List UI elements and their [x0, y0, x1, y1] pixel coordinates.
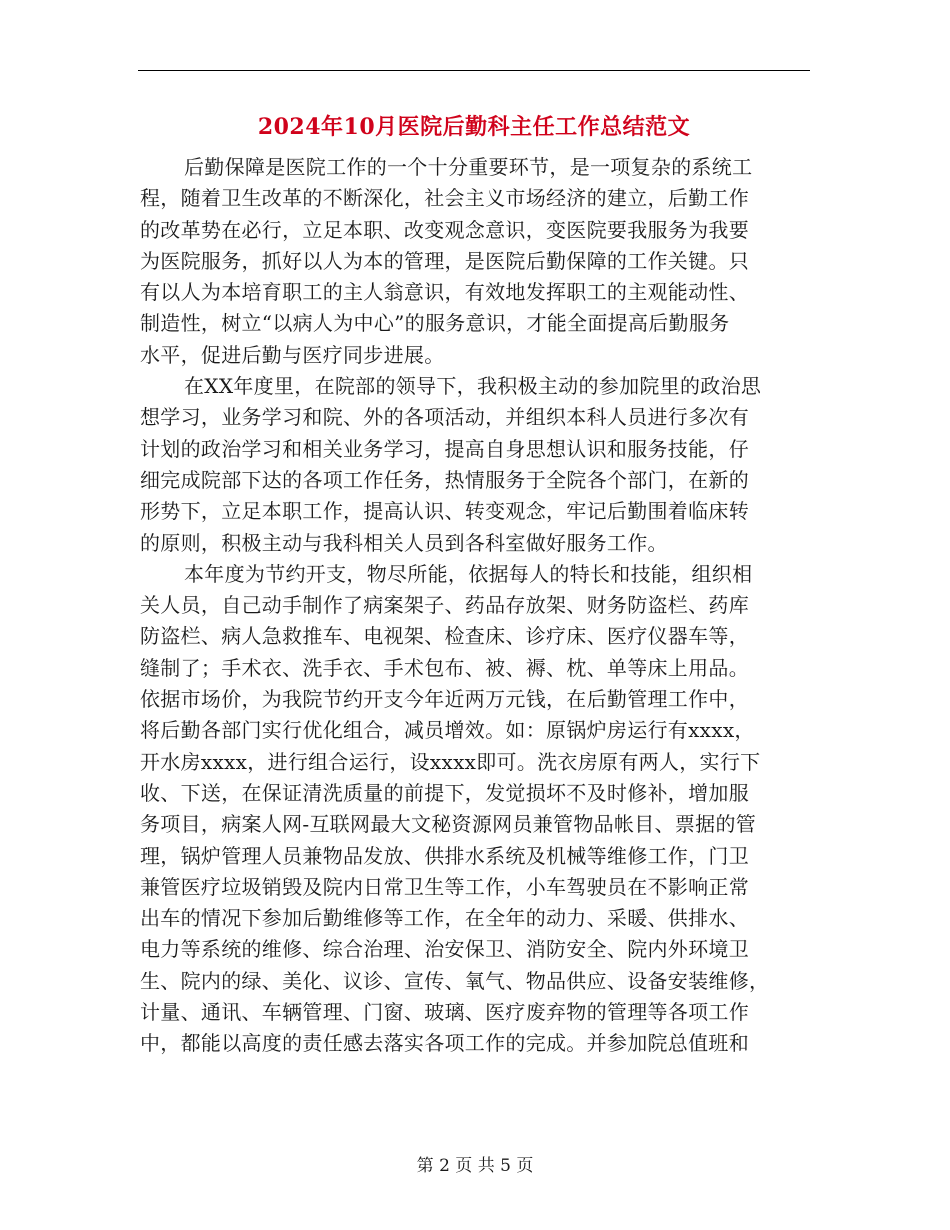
text-line: 形势下，立足本职工作，提高认识、转变观念，牢记后勤围着临床转	[140, 499, 749, 524]
text-line: 在XX年度里，在院部的领导下，我积极主动的参加院里的政治思	[184, 374, 762, 399]
text-line: 兼管医疗垃圾销毁及院内日常卫生等工作，小车驾驶员在不影响正常	[140, 874, 749, 899]
page-number-footer: 第 2 页 共 5 页	[416, 1156, 534, 1176]
text-line: 想学习，业务学习和院、外的各项活动，并组织本科人员进行多次有	[140, 405, 749, 430]
text-line: 理，锅炉管理人员兼物品发放、供排水系统及机械等维修工作，门卫	[140, 843, 749, 868]
text-line: 后勤保障是医院工作的一个十分重要环节，是一项复杂的系统工	[184, 155, 753, 179]
text-line: 的改革势在必行，立足本职、改变观念意识，变医院要我服务为我要	[140, 217, 749, 242]
text-line: 的原则，积极主动与我科相关人员到各科室做好服务工作。	[140, 530, 668, 555]
paragraph-2	[140, 371, 800, 559]
document-body	[140, 152, 800, 1060]
paragraph-3	[140, 559, 800, 1060]
text-line: 有以人为本培育职工的主人翁意识，有效地发挥职工的主观能动性、	[140, 280, 749, 305]
text-line: 水平，促进后勤与医疗同步进展。	[140, 342, 445, 367]
text-line: 收、下送，在保证清洗质量的前提下，发觉损坏不及时修补，增加服	[140, 780, 749, 805]
page-title: 2024年10月医院后勤科主任工作总结范文	[257, 114, 691, 140]
text-line: 电力等系统的维修、综合治理、治安保卫、消防安全、院内外环境卫	[140, 937, 749, 962]
text-line: 出车的情况下参加后勤维修等工作，在全年的动力、采暖、供排水、	[140, 906, 749, 931]
text-line: 生、院内的绿、美化、议诊、宣传、氧气、物品供应、设备安装维修，	[140, 968, 770, 993]
paragraph-1	[140, 152, 800, 371]
text-line: 程，随着卫生改革的不断深化，社会主义市场经济的建立，后勤工作	[140, 186, 749, 211]
text-line: 防盗栏、病人急救推车、电视架、检查床、诊疗床、医疗仪器车等，	[140, 624, 749, 649]
text-line: 计量、通讯、车辆管理、门窗、玻璃、医疗废弃物的管理等各项工作	[140, 1000, 749, 1025]
text-line: 缝制了；手术衣、洗手衣、手术包布、被、褥、枕、单等床上用品。	[140, 655, 749, 680]
text-line: 关人员，自己动手制作了病案架子、药品存放架、财务防盗栏、药库	[140, 593, 749, 618]
text-line: 本年度为节约开支，物尽所能，依据每人的特长和技能，组织相	[184, 561, 753, 586]
text-line: 务项目，病案人网-互联网最大文秘资源网员兼管物品帐目、票据的管	[140, 812, 757, 837]
header-rule	[138, 70, 810, 71]
text-line: 将后勤各部门实行优化组合，减员增效。如：原锅炉房运行有xxxx，	[140, 718, 755, 743]
text-line: 开水房xxxx，进行组合运行，设xxxx即可。洗衣房原有两人，实行下	[140, 749, 761, 774]
text-line: 为医院服务，抓好以人为本的管理，是医院后勤保障的工作关键。只	[140, 248, 749, 273]
text-line: 制造性，树立“以病人为中心”的服务意识，才能全面提高后勤服务	[140, 311, 730, 336]
text-line: 中，都能以高度的责任感去落实各项工作的完成。并参加院总值班和	[140, 1031, 749, 1056]
text-line: 依据市场价，为我院节约开支今年近两万元钱，在后勤管理工作中，	[140, 687, 749, 712]
text-line: 细完成院部下达的各项工作任务，热情服务于全院各个部门，在新的	[140, 467, 749, 492]
text-line: 计划的政治学习和相关业务学习，提高自身思想认识和服务技能，仔	[140, 436, 749, 461]
